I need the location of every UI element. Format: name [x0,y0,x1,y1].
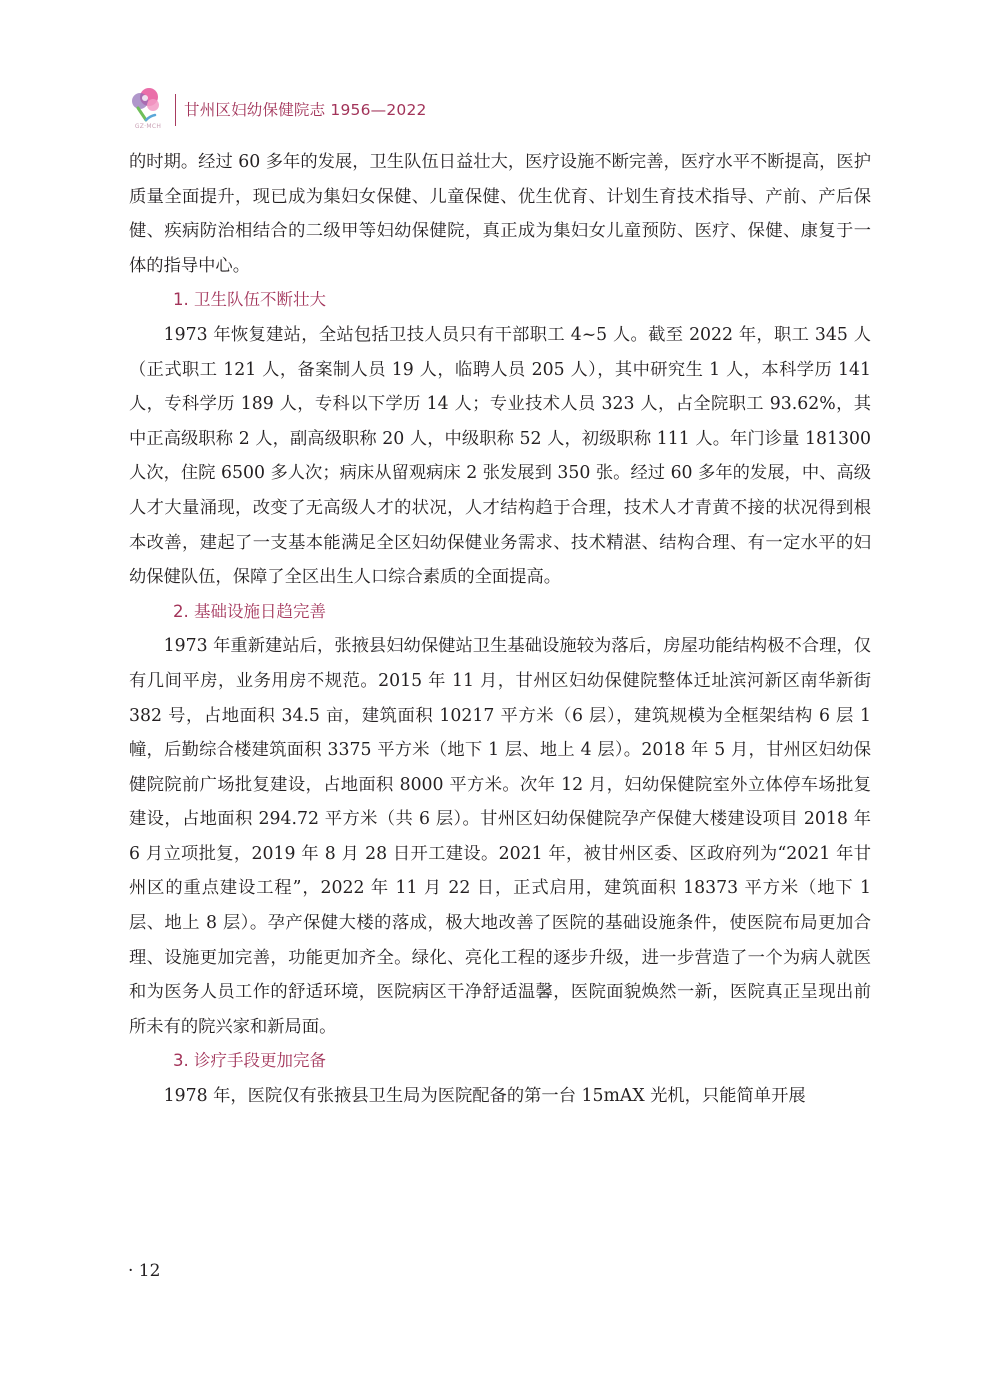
body-paragraph: 的时期。经过 60 多年的发展，卫生队伍日益壮大，医疗设施不断完善，医疗水平不断提高，医护质量全面提升，现已成为集妇女保健、儿童保健、优生优育、计划生育技术指导、产前、产后保健、疾病防治相结合的二级甲等妇幼保健院，真正成为集妇女儿童预防、医疗、保健、康复于一体的指导中心。 [129,152,871,276]
running-header [128,86,828,134]
section-heading: 2. 基础设施日趋完善 [173,601,326,621]
flower-heart-logo-icon [128,86,164,124]
page-number: · 12 [128,1261,161,1281]
section-heading: 3. 诊疗手段更加完备 [173,1051,326,1071]
body-paragraph: 1973 年恢复建站，全站包括卫技人员只有干部职工 4~5 人。截至 2022 年，职工 345 人（正式职工 121 人，备案制人员 19 人，临聘人员 205 人），其中研究生 1 人，本科学历 141 人，专科学历 189 人，专科以下学历 14 人；专业技术人员 323 人，占全院职工 93.62%，其中正高级职称 2 人，副高级职称 20 人，中级职称 52 人，初级职称 111 人。年门诊量 181300 人次，住院 6500 多人次；病床从留观病床 2 张发展到 350 张。经过 60 多年的发展，中、高级人才大量涌现，改变了无高级人才的状况，人才结构趋于合理，技术人才青黄不接的状况得到根本改善，建起了一支基本能满足全区妇幼保健业务需求、技术精湛、结构合理、有一定水平的妇幼保健队伍，保障了全区出生人口综合素质的全面提高。 [129,324,871,588]
header-title: 甘州区妇幼保健院志 1956—2022 [184,101,427,119]
logo-text: GZ·MCH [134,123,162,130]
body-paragraph: 1973 年重新建站后，张掖县妇幼保健站卫生基础设施较为落后，房屋功能结构极不合理，仅有几间平房，业务用房不规范。2015 年 11 月，甘州区妇幼保健院整体迁址滨河新区南华新街 382 号，占地面积 34.5 亩，建筑面积 10217 平方米（6 层），建筑规模为全框架结构 6 层 1 幢，后勤综合楼建筑面积 3375 平方米（地下 1 层、地上 4 层）。2018 年 5 月，甘州区妇幼保健院院前广场批复建设，占地面积 8000 平方米。次年 12 月，妇幼保健院室外立体停车场批复建设，占地面积 294.72 平方米（共 6 层）。甘州区妇幼保健院孕产保健大楼建设项目 2018 年 6 月立项批复，2019 年 8 月 28 日开工建设。2021 年，被甘州区委、区政府列为“2021 年甘州区的重点建设工程”，2022 年 11 月 22 日，正式启用，建筑面积 18373 平方米（地下 1 层、地上 8 层）。孕产保健大楼的落成，极大地改善了医院的基础设施条件，使医院布局更加合理、设施更加完善，功能更加齐全。绿化、亮化工程的逐步升级，进一步营造了一个为病人就医和为医务人员工作的舒适环境，医院病区干净舒适温馨，医院面貌焕然一新，医院真正呈现出前所未有的院兴家和新局面。 [129,636,871,1037]
body-text [129,145,871,1114]
body-paragraph: 1978 年，医院仅有张掖县卫生局为医院配备的第一台 15mAX 光机，只能简单开展 [163,1086,806,1107]
hospital-logo [128,86,164,134]
section-heading: 1. 卫生队伍不断壮大 [173,290,326,310]
header-divider [175,94,176,126]
